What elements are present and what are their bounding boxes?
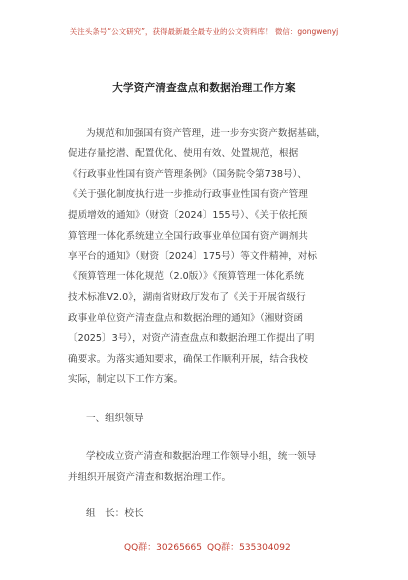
body-line-6: 算管理一体化系统建立全国行政事业单位国有资产调剂共 bbox=[68, 231, 308, 242]
body-line-2: 促进存量挖潜、配置优化、使用有效、处置规范，根据 bbox=[68, 148, 299, 159]
body-line-7: 享平台的通知》（财资〔2024〕175号）等文件精神，对标 bbox=[68, 251, 317, 262]
body-line-5: 提质增效的通知》（财资〔2024〕155号）、《关于依托预 bbox=[68, 210, 308, 221]
footer-qq-group-1: QQ群：30265665 bbox=[124, 543, 202, 553]
body-line-1: 为规范和加强国有资产管理，进一步夯实资产数据基础， bbox=[86, 128, 326, 139]
body-line-11: 〔2025〕3号），对资产清查盘点和数据治理工作提出了明 bbox=[68, 333, 315, 344]
document-title: 大学资产清查盘点和数据治理工作方案 bbox=[112, 82, 296, 94]
body-line-4: 《关于强化制度执行进一步推动行政事业性国有资产管理 bbox=[68, 189, 308, 200]
body-line-12: 确要求。为落实通知要求，确保工作顺利开展，结合我校 bbox=[68, 354, 308, 365]
body-line-13: 实际，制定以下工作方案。 bbox=[68, 374, 184, 385]
footer-qq-group-2: QQ群：535304092 bbox=[207, 543, 291, 553]
header-promo-note: 关注头条号“公文研究”，获得最新最全最专业的公文资料库！ 微信：gongwenyj bbox=[69, 27, 339, 36]
section1-line-2: 并组织开展资产清查和数据治理工作。 bbox=[68, 472, 232, 483]
body-line-9: 技术标准V2.0》，湖南省财政厅发布了《关于开展省级行 bbox=[68, 292, 306, 303]
section1-line-1: 学校成立资产清查和数据治理工作领导小组，统一领导 bbox=[86, 451, 317, 462]
leader-line: 组 长：校长 bbox=[86, 508, 144, 519]
body-line-10: 政事业单位资产清查盘点和数据治理的通知》（湘财资函 bbox=[68, 313, 304, 324]
body-line-8: 《预算管理一体化规范（2.0版）》《预算管理一体化系统 bbox=[68, 271, 304, 282]
section-heading-organization: 一、组织领导 bbox=[86, 413, 144, 424]
body-line-3: 《行政事业性国有资产管理条例》（国务院令第738号）、 bbox=[68, 169, 307, 180]
